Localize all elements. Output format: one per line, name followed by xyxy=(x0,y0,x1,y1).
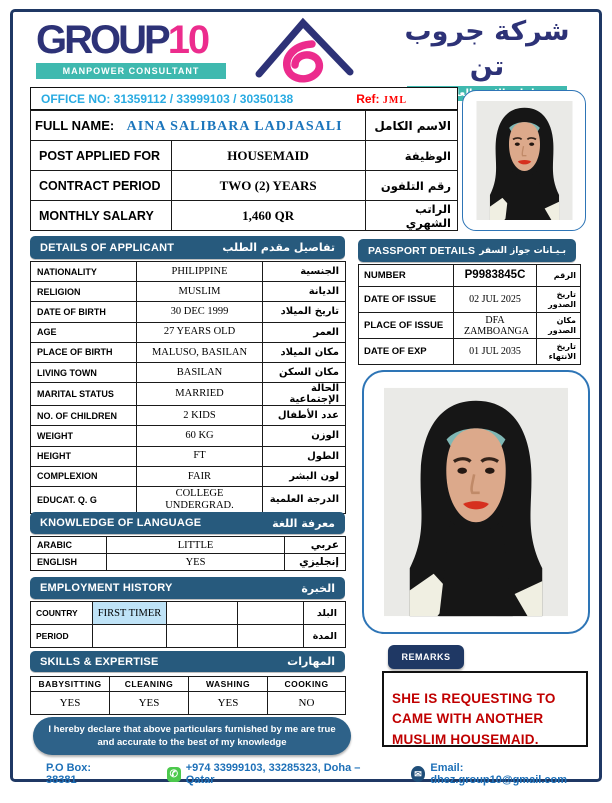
field-label: AGE xyxy=(31,322,137,342)
whatsapp-icon: ✆ xyxy=(167,767,181,782)
table-row xyxy=(31,554,346,571)
field-label: PLACE OF BIRTH xyxy=(31,342,137,362)
table-row xyxy=(31,342,346,362)
applicant-photo-large-frame xyxy=(362,370,590,634)
details-table xyxy=(30,261,346,514)
field-label: RELIGION xyxy=(31,282,137,302)
field-arabic: الجنسية xyxy=(263,262,346,282)
field-arabic: عدد الأطفال xyxy=(263,406,346,426)
field-value: 30 DEC 1999 xyxy=(137,302,263,322)
ref-value: JML xyxy=(382,94,407,106)
applicant-photo-small-frame xyxy=(462,90,586,231)
field-label: WEIGHT xyxy=(31,426,137,446)
field-label: CONTRACT PERIOD xyxy=(31,171,172,201)
field-label: LIVING TOWN xyxy=(31,362,137,382)
field-value: 27 YEARS OLD xyxy=(137,322,263,342)
field-arabic: الرقم xyxy=(537,265,581,287)
table-row xyxy=(31,201,458,231)
skill-value: YES xyxy=(31,692,110,715)
skill-header: COOKING xyxy=(268,677,346,692)
field-label: DATE OF EXP xyxy=(359,339,454,365)
applicant-photo-large xyxy=(384,385,568,619)
table-row xyxy=(359,313,581,339)
details-title-arabic: تفاصيل مقدم الطلب xyxy=(222,241,335,254)
field-value: FAIR xyxy=(137,466,263,486)
skill-header: WASHING xyxy=(189,677,268,692)
field-value: 2 KIDS xyxy=(137,406,263,426)
field-label: COMPLEXION xyxy=(31,466,137,486)
field-arabic: الطول xyxy=(263,446,346,466)
field-value: 02 JUL 2025 xyxy=(454,287,537,313)
field-value: COLLEGE UNDERGRAD. xyxy=(137,486,263,513)
details-section-header xyxy=(30,236,345,259)
table-row xyxy=(31,111,458,141)
phone-contact xyxy=(167,762,377,786)
employment-title: EMPLOYMENT HISTORY xyxy=(40,582,173,594)
employment-country-cell xyxy=(238,602,304,625)
field-value: MARRIED xyxy=(137,383,263,406)
employment-period-cell xyxy=(167,625,238,648)
table-row xyxy=(31,171,458,201)
field-label: NATIONALITY xyxy=(31,262,137,282)
full-name-value: AINA SALIBARA LADJASALI xyxy=(126,118,343,134)
field-label: MONTHLY SALARY xyxy=(31,201,172,231)
field-arabic: لون البشر xyxy=(263,466,346,486)
field-value: FT xyxy=(137,446,263,466)
company-emblem-icon xyxy=(243,14,368,86)
field-label: NO. OF CHILDREN xyxy=(31,406,137,426)
field-value: TWO (2) YEARS xyxy=(171,171,365,201)
skills-title: SKILLS & EXPERTISE xyxy=(40,655,159,668)
table-row xyxy=(31,141,458,171)
table-row xyxy=(31,466,346,486)
field-value: PHILIPPINE xyxy=(137,262,263,282)
table-row xyxy=(31,302,346,322)
group10-logo-text xyxy=(36,20,241,60)
table-row xyxy=(31,383,346,406)
passport-table xyxy=(358,264,581,365)
field-arabic: الوظيفة xyxy=(365,141,457,171)
field-arabic: عربي xyxy=(285,537,346,554)
office-number-bar xyxy=(30,87,458,110)
table-row xyxy=(31,446,346,466)
field-arabic: رقم التلفون xyxy=(365,171,457,201)
skill-value: NO xyxy=(268,692,346,715)
skills-section-header xyxy=(30,651,345,672)
table-row xyxy=(31,602,346,625)
company-name-ar-text: شركة جروب تن xyxy=(404,16,570,83)
language-table xyxy=(30,536,346,571)
table-row xyxy=(31,262,346,282)
details-title: DETAILS OF APPLICANT xyxy=(40,241,175,254)
field-arabic: مكان الصدور xyxy=(537,313,581,339)
table-row xyxy=(31,486,346,513)
skill-value: YES xyxy=(189,692,268,715)
skills-table xyxy=(30,676,346,715)
passport-title: PASSPORT DETAILS xyxy=(368,244,476,257)
table-row xyxy=(31,362,346,382)
skill-header: CLEANING xyxy=(110,677,189,692)
field-arabic: الوزن xyxy=(263,426,346,446)
employment-table xyxy=(30,601,346,648)
table-row xyxy=(359,339,581,365)
field-label: DATE OF BIRTH xyxy=(31,302,137,322)
field-arabic: مكان السكن xyxy=(263,362,346,382)
applicant-photo-small xyxy=(476,101,573,220)
field-value: MALUSO, BASILAN xyxy=(137,342,263,362)
table-row xyxy=(31,625,346,648)
field-arabic: العمر xyxy=(263,322,346,342)
field-arabic: مكان الميلاد xyxy=(263,342,346,362)
remarks-header: REMARKS xyxy=(388,645,464,669)
language-title-arabic: معرفة اللغة xyxy=(272,516,335,530)
remarks-text: SHE IS REQUESTING TO CAME WITH ANOTHER MUSLIM HOUSEMAID. xyxy=(382,671,588,747)
employment-country-cell xyxy=(167,602,238,625)
phone-text: +974 33999103, 33285323, Doha – Qatar xyxy=(185,762,361,786)
language-section-header xyxy=(30,512,345,534)
field-label: EDUCAT. Q. G xyxy=(31,486,137,513)
skill-value: YES xyxy=(110,692,189,715)
field-value: HOUSEMAID xyxy=(171,141,365,171)
field-arabic: تاريخ الانتهاء xyxy=(537,339,581,365)
table-row xyxy=(31,282,346,302)
skills-title-arabic: المهارات xyxy=(287,655,335,668)
field-label: COUNTRY xyxy=(31,602,93,625)
field-arabic: إنجليزي xyxy=(285,554,346,571)
field-value: LITTLE xyxy=(107,537,285,554)
employment-period-cell xyxy=(93,625,167,648)
email-icon: ✉ xyxy=(411,766,426,782)
field-value: DFA ZAMBOANGA xyxy=(454,313,537,339)
email-contact xyxy=(411,762,590,786)
office-number: OFFICE NO: 31359112 / 33999103 / 30350138 xyxy=(41,91,294,106)
pobox-text: P.O Box: 38381 xyxy=(46,762,92,786)
table-row xyxy=(359,287,581,313)
field-label: DATE OF ISSUE xyxy=(359,287,454,313)
logo-word-number: 10 xyxy=(167,18,209,62)
field-label: POST APPLIED FOR xyxy=(31,141,172,171)
field-value: 01 JUL 2035 xyxy=(454,339,537,365)
field-value: MUSLIM xyxy=(137,282,263,302)
field-label: ARABIC xyxy=(31,537,107,554)
field-value: BASILAN xyxy=(137,362,263,382)
group10-logo xyxy=(36,20,241,79)
logo-word-group: GROUP xyxy=(36,18,168,62)
application-table xyxy=(30,110,458,231)
field-label: NUMBER xyxy=(359,265,454,287)
employment-title-arabic: الخبرة xyxy=(301,581,335,595)
field-label: HEIGHT xyxy=(31,446,137,466)
field-arabic: البلد xyxy=(304,602,346,625)
reference xyxy=(356,92,407,106)
employment-country-cell: FIRST TIMER xyxy=(93,602,167,625)
field-arabic: الدرجة العلمية xyxy=(263,486,346,513)
field-arabic: الحالة الإجتماعية xyxy=(263,383,346,406)
field-label: PERIOD xyxy=(31,625,93,648)
field-value: 1,460 QR xyxy=(171,201,365,231)
full-name-label: FULL NAME: xyxy=(35,117,115,133)
employment-section-header xyxy=(30,577,345,599)
field-arabic: المدة xyxy=(304,625,346,648)
passport-number: P9983845C xyxy=(454,265,537,287)
ref-label: Ref: xyxy=(356,91,380,106)
table-row xyxy=(31,692,346,715)
declaration-statement: I hereby declare that above particulars furnished by me are true and accurate to the best of my knowledge xyxy=(33,717,351,755)
field-label: ENGLISH xyxy=(31,554,107,571)
table-row xyxy=(31,677,346,692)
employment-period-cell xyxy=(238,625,304,648)
field-arabic: تاريخ الصدور xyxy=(537,287,581,313)
table-row xyxy=(31,537,346,554)
logo-tagline: MANPOWER CONSULTANT xyxy=(36,63,226,79)
field-label: PLACE OF ISSUE xyxy=(359,313,454,339)
field-arabic: الديانة xyxy=(263,282,346,302)
full-name-arabic: الاسم الكامل xyxy=(365,111,457,141)
table-row xyxy=(31,406,346,426)
skill-header: BABYSITTING xyxy=(31,677,110,692)
field-value: 60 KG xyxy=(137,426,263,446)
field-arabic: تاريخ الميلاد xyxy=(263,302,346,322)
field-arabic: الراتب الشهري xyxy=(365,201,457,231)
passport-section-header xyxy=(358,239,576,262)
field-label: MARITAL STATUS xyxy=(31,383,137,406)
table-row xyxy=(359,265,581,287)
field-value: YES xyxy=(107,554,285,571)
table-row xyxy=(31,322,346,342)
footer xyxy=(30,762,590,786)
table-row xyxy=(31,426,346,446)
language-title: KNOWLEDGE OF LANGUAGE xyxy=(40,517,202,529)
passport-title-arabic: بـيـانات جواز السفر xyxy=(479,245,566,256)
email-text: Email: dhez.group10@gmail.com xyxy=(430,762,567,786)
full-name-cell xyxy=(31,111,366,141)
